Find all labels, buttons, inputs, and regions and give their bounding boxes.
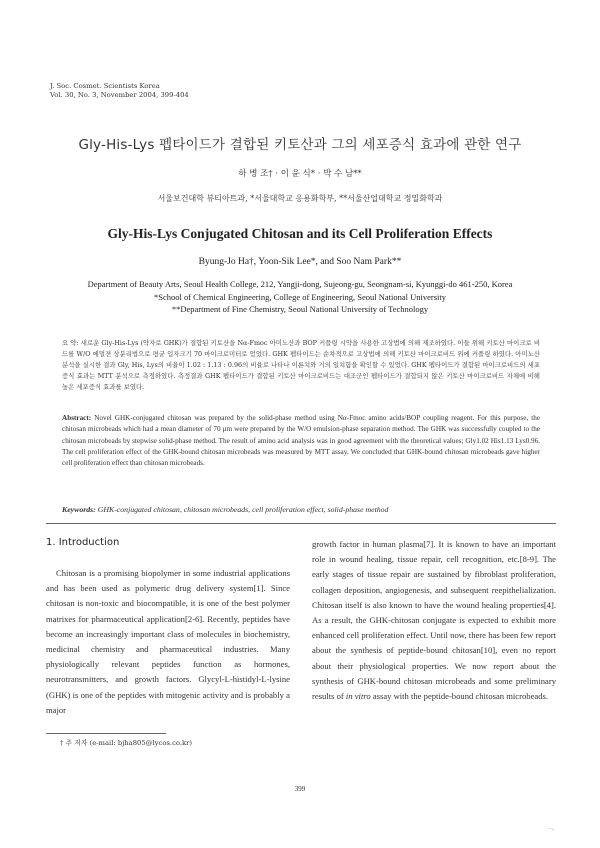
affiliation-2: *School of Chemical Engineering, College of Engineering, Seoul National University [153,291,446,302]
title-korean: Gly-His-Lys 펩타이드가 결합된 키토산과 그의 세포증식 효과에 관한 연구 [78,137,522,153]
keywords-text: GHK-conjugated chitosan, chitosan microbeads, cell proliferation effect, solid-phase method [97,505,389,514]
authors-korean: 하 병 조† · 이 윤 식* · 박 수 남** [238,169,362,179]
intro-right-column [312,537,556,704]
title-english: Gly-His-Lys Conjugated Chitosan and its Cell Proliferation Effects [107,226,493,241]
intro-paragraph: Chitosan is a promising biopolymer in some industrial applications and has been used as polymeric drug delivery system[1]. Since chitosan is non-toxic and biocompatible, it is one of the best polymer matrixes for pharmaceutical application[2-6]. Recently, peptides have become an increasingly important class of molecules in biochemistry, medicinal chemistry and pharmaceutical industries. Many physiologically relevant peptides function as hormones, neurotransmitters, and growth factors. Glycyl-L-histidyl-L-lysine (GHK) is one of the peptides with mitogenic activity and is probably a major [46,568,290,715]
abstract-korean: 요 약: 새로운 Gly-His-Lys (약자로 GHK)가 결합된 키토산을 Nα-Fmoc 아미노산과 BOP 커플링 시약을 사용한 고상법에 의해 제조하였다. 이들 위해 키토산 마이크로 비드를 W/O 에멀젼 상분리법으로 평균 입자크기 70 마이크로미터로 얻었다. GHK 펩타이드는 순차적으로 고상법에 의해 키토산 마이크로비드 위에 커플링 하였다. 아미노산 분석을 실시한 결과 Gly, His, Lys의 비율이 1.02 : 1.13 : 0.96의 비율로 나타나 이론치와 거의 일치함을 확인할 수 있었다. GHK 펩타이드가 결합된 마이크로비드의 세포증식 효과는 MTT 분석으로 측정하였다. 측정결과 GHK 펩타이드가 결합된 키토산 마이크로비드는 대조군인 펩타이드가 결합되지 않은 키토산 마이크로비드 자체에 비해 높은 세포증식 효과를 보였다. [62,339,540,391]
affiliation-3: **Department of Fine Chemistry, Seoul National University of Technology [171,304,429,314]
abstract-english [62,413,540,469]
abstract-text: Novel GHK-conjugated chitosan was prepared by the solid-phase method using Nα-Fmoc amino acids/BOP coupling reagent. For this purpose, the chitosan microbeads which had a mean diameter of 70 μm were prepared by the W/O emulsion-phase separation method. The GHK was successfully coupled to the chitosan microbeads by stepwise solid-phase method. The result of amino acid analysis was in good agreement with the theoretical values; Gly1.02 His1.13 Lys0.96. The cell proliferation effect of the GHK-bound chitosan microbeads was measured by MTT assay. We concluded that GHK-bound chitosan microbeads gave higher cell proliferation effect than chitosan microbeads. [62,414,541,468]
scan-mark: ⁻· [548,826,554,834]
intro-right-italic: in vitro [345,691,371,702]
section-divider [46,523,556,524]
intro-right-text: growth factor in human plasma[7]. It is known to have an important role in wound healing, tissue repair, cell recognition, etc.[8-9]. The early stages of tissue repair are sustained by fibroblast proliferation, collagen deposition, angiogenesis, and subsequent reepithelialization. Chitosan itself is also known to have the wound healing properties[4]. As a result, the GHK-chitosan conjugate is expected to exhibit more enhanced cell proliferation effect. Until now, there has been few report about the synthesis of peptide-bound chitosan[10], even no report about their physiological properties. We now report about the synthesis of GHK-bound chitosan microbeads and some preliminary results of [312,539,556,702]
keywords-label: Keywords: [62,505,96,514]
journal-name: J. Soc. Cosmet. Scientists Korea [50,82,160,90]
affiliation-1: Department of Beauty Arts, Seoul Health College, 212, Yangji-dong, Sujeong-gu, Seongnam-si, Kyunggi-do 461-250, Korea [87,279,513,289]
keywords [62,505,540,514]
page-number: 399 [294,785,306,793]
journal-header [50,82,189,100]
abstract-label: Abstract: [62,414,92,422]
intro-left-column [46,566,290,718]
affiliations-english [0,278,600,316]
intro-right-text-end: assay with the peptide-bound chitosan microbeads. [372,691,548,702]
section-heading: 1. Introduction [46,537,120,548]
authors-english: Byung-Jo Ha†, Yoon-Sik Lee*, and Soo Nam Park** [198,257,402,267]
footnote-divider [46,733,166,734]
journal-volume: Vol. 30, No. 3, November 2004, 399-404 [50,91,189,99]
affiliation-korean: 서울보건대학 뷰티아트과, *서울대학교 응용화학부, **서울산업대학교 정밀화학과 [157,194,443,203]
footnote: † 주 저자 (e-mail: bjha805@lycos.co.kr) [60,739,193,747]
